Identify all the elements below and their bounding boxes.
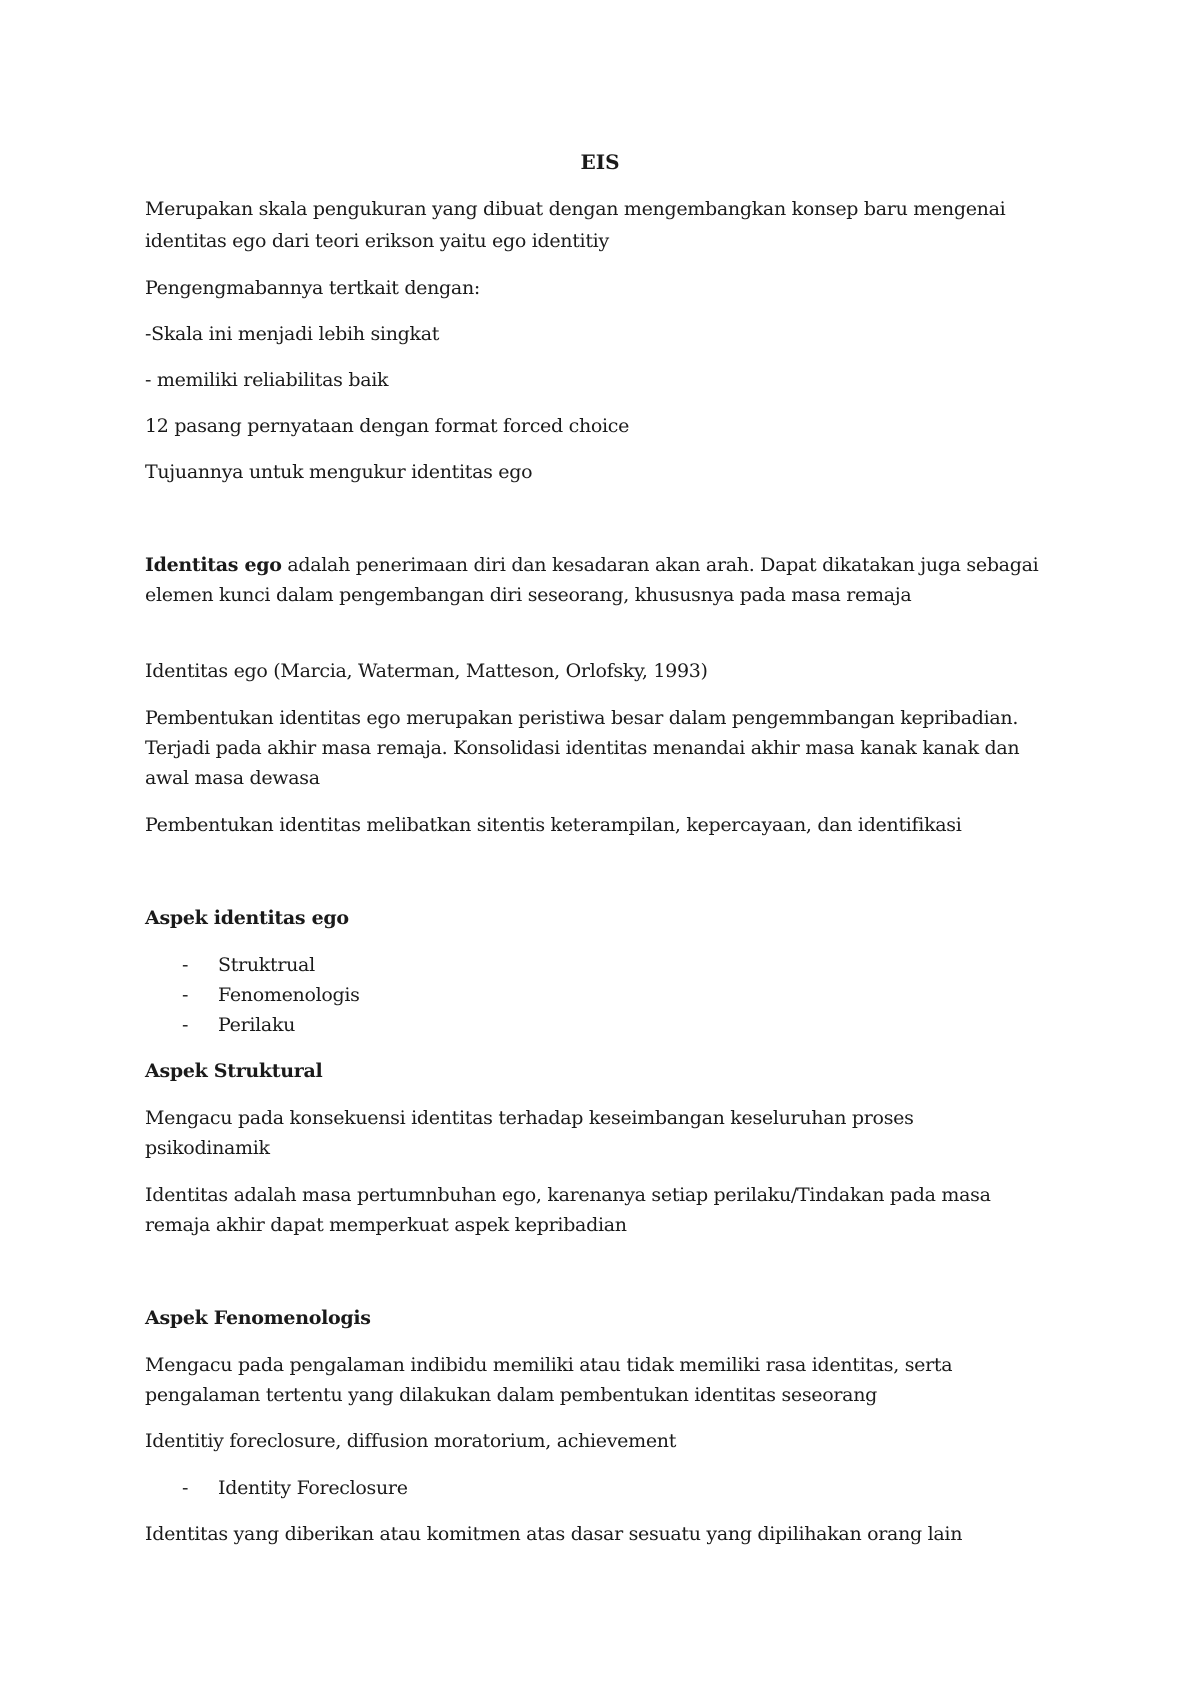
formation-line-3: awal masa dewasa bbox=[145, 767, 320, 789]
aspect-item: Struktrual bbox=[218, 954, 315, 976]
bullet-dash: - bbox=[182, 954, 189, 976]
phenomenological-line-1: Mengacu pada pengalaman indibidu memiliki atau tidak memiliki rasa identitas, serta bbox=[145, 1354, 953, 1376]
definition-text: adalah penerimaan diri dan kesadaran akan arah. Dapat dikatakan juga sebagai bbox=[281, 554, 1039, 576]
citation-line: Identitas ego (Marcia, Waterman, Matteson, Orlofsky, 1993) bbox=[145, 660, 708, 682]
structural-p2-line-1: Identitas adalah masa pertumnbuhan ego, karenanya setiap perilaku/Tindakan pada masa bbox=[145, 1184, 991, 1206]
structural-p2-line-2: remaja akhir dapat memperkuat aspek kepribadian bbox=[145, 1214, 627, 1236]
structural-heading: Aspek Struktural bbox=[145, 1060, 323, 1082]
definition-term: Identitas ego bbox=[145, 554, 282, 576]
document-title: EIS bbox=[580, 150, 620, 174]
point-shorter-scale: -Skala ini menjadi lebih singkat bbox=[145, 323, 440, 345]
phenomenological-heading: Aspek Fenomenologis bbox=[145, 1307, 371, 1329]
definition-line-2: elemen kunci dalam pengembangan diri seseorang, khususnya pada masa remaja bbox=[145, 584, 912, 606]
bullet-dash: - bbox=[182, 1014, 189, 1036]
aspects-heading: Aspek identitas ego bbox=[145, 907, 349, 929]
structural-p1-line-2: psikodinamik bbox=[145, 1137, 270, 1159]
aspect-item: Perilaku bbox=[218, 1014, 296, 1036]
bullet-dash: - bbox=[182, 1477, 189, 1499]
purpose-line: Tujuannya untuk mengukur identitas ego bbox=[145, 461, 533, 483]
phenomenological-line-2: pengalaman tertentu yang dilakukan dalam pembentukan identitas seseorang bbox=[145, 1384, 877, 1406]
statuses-line: Identitiy foreclosure, diffusion moratorium, achievement bbox=[145, 1430, 677, 1452]
intro-line-1: Merupakan skala pengukuran yang dibuat dengan mengembangkan konsep baru mengenai bbox=[145, 198, 1006, 220]
status-item: Identity Foreclosure bbox=[218, 1477, 408, 1499]
bullet-dash: - bbox=[182, 984, 189, 1006]
structural-p1-line-1: Mengacu pada konsekuensi identitas terhadap keseimbangan keseluruhan proses bbox=[145, 1107, 914, 1129]
intro-line-2: identitas ego dari teori erikson yaitu ego identitiy bbox=[145, 230, 609, 252]
definition-line-1 bbox=[145, 552, 1038, 579]
synthesis-line: Pembentukan identitas melibatkan sitentis keterampilan, kepercayaan, dan identifikasi bbox=[145, 814, 962, 836]
formation-line-2: Terjadi pada akhir masa remaja. Konsolidasi identitas menandai akhir masa kanak kanak dan bbox=[145, 737, 1020, 759]
foreclosure-definition: Identitas yang diberikan atau komitmen atas dasar sesuatu yang dipilihakan orang lain bbox=[145, 1523, 963, 1545]
related-heading: Pengengmabannya tertkait dengan: bbox=[145, 277, 480, 299]
aspect-item: Fenomenologis bbox=[218, 984, 360, 1006]
formation-line-1: Pembentukan identitas ego merupakan peristiwa besar dalam pengemmbangan kepribadian. bbox=[145, 707, 1019, 729]
point-forced-choice: 12 pasang pernyataan dengan format forced choice bbox=[145, 415, 630, 437]
point-reliability: - memiliki reliabilitas baik bbox=[145, 369, 389, 391]
